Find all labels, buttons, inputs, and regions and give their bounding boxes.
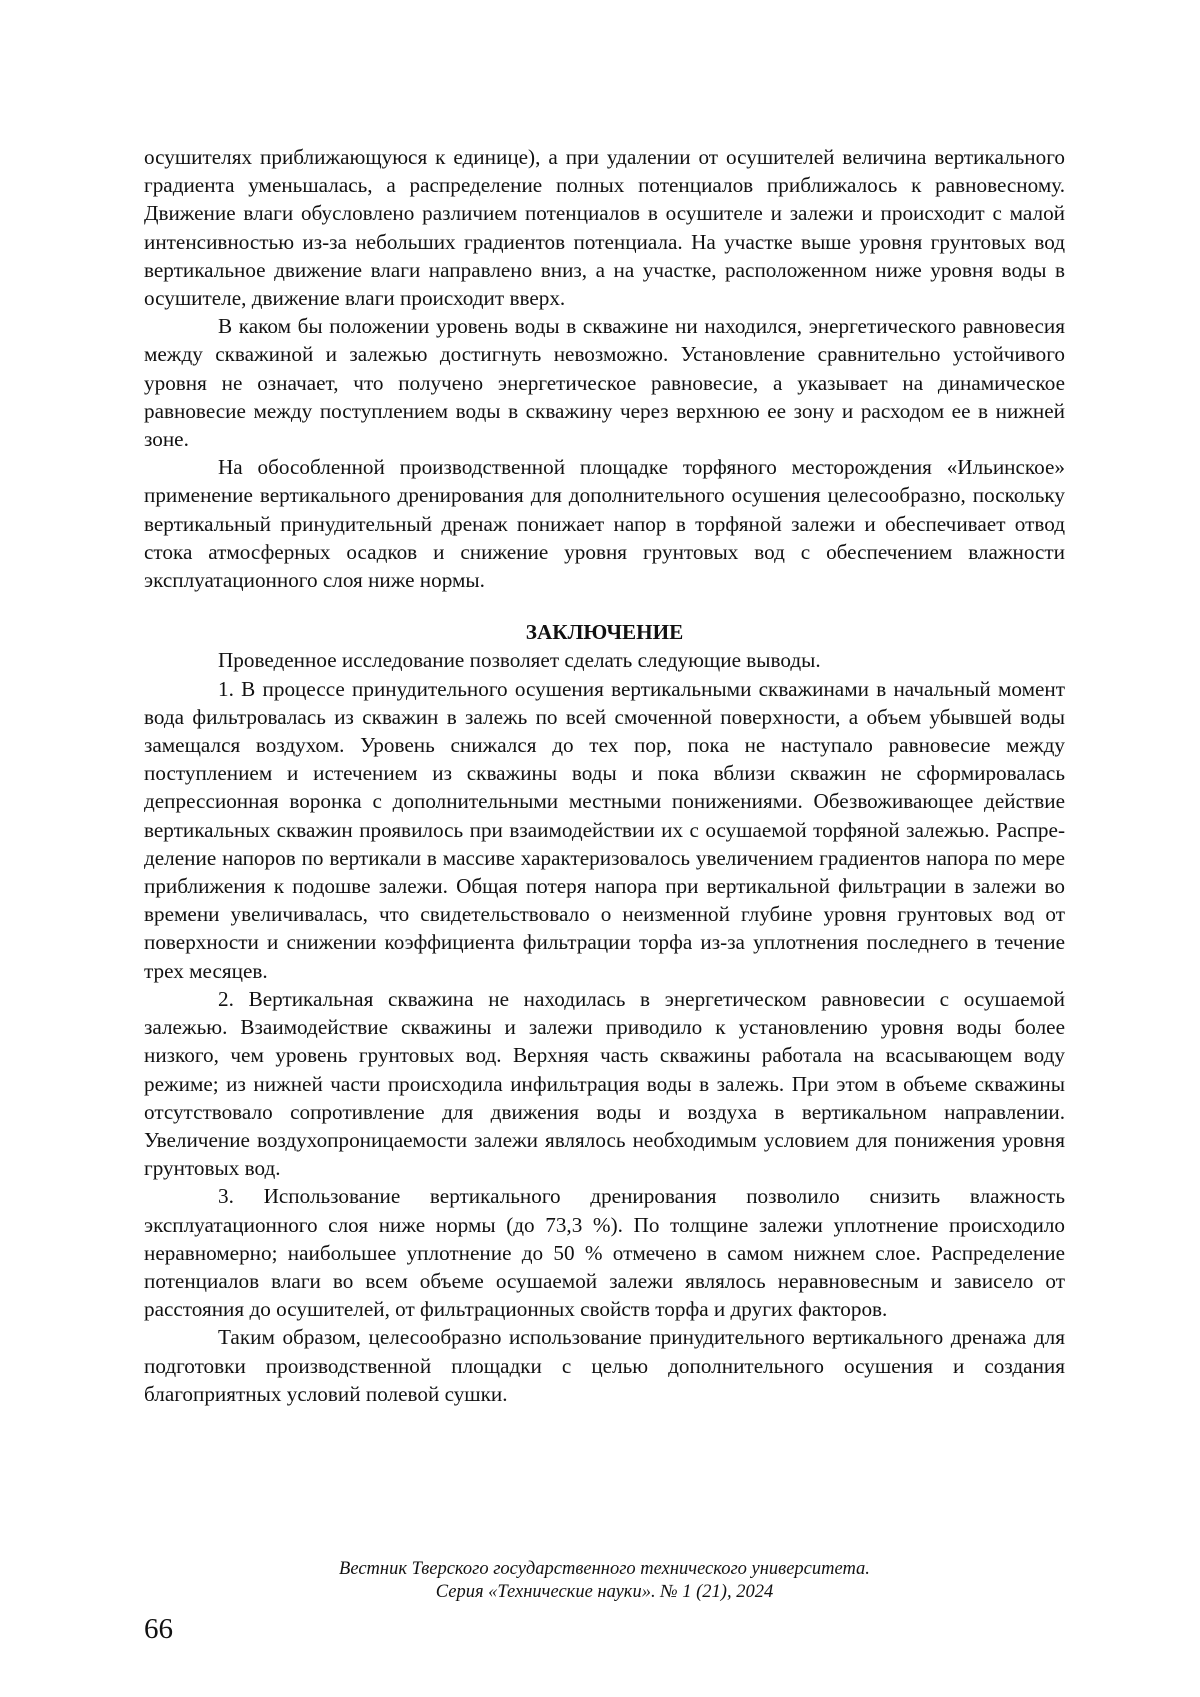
conclusion-final: Таким образом, целесообразно использование принудительного вертикального дренажа для подготовки производственной площадки с целью дополнительного осушения и создания благоприятных условий полевой сушки. [144,1325,1065,1406]
paragraph-3: На обособленной производственной площадке торфяного месторождения «Ильинское» применение вертикального дренирования для дополнительного осушения целесообразно, поскольку вертикальный принудительный дренаж понижает напор в торфяной залежи и обеспечивает отвод стока атмосферных осадков и снижение уровня грунтовых вод с обеспечением влажности эксплуатационного слоя ниже нормы. [144,455,1065,593]
paragraph-1: осушителях приближающуюся к единице), а при удалении от осушителей величина вертикального градиента уменьшалась, а распределение полных потенциалов приближалось к равновесному. Движение влаги обусловлено различием потенциалов в осушителе и залежи и происходит с малой интенсивностью из-за небольших градиентов потенциала. На участке выше уровня грунтовых вод вертикальное движение влаги направлено вниз, а на участке, расположенном ниже уровня воды в осушителе, движение влаги происходит вверх. [144,145,1065,311]
journal-footer [144,1558,1065,1604]
conclusion-item-1: 1. В процессе принудительного осушения вертикальными скважинами в начальный момент вода фильтровалась из скважин в залежь по всей смоченной поверхности, а объем убывшей воды замещался воздухом. Уровень снижался до тех пор, пока не наступало равновесие между поступлением и истечением из скважины воды и пока вблизи скважин не сформировалась депрессионная воронка с дополнительными местными понижениями. Обезвоживающее действие вертикальных скважин проявилось при взаимодействии их с осушаемой торфяной залежью. Распределение напоров по вертикали в массиве характеризовалось увеличением градиентов напора по мере приближения к подошве залежи. Общая потеря напора при вертикальной фильтрации в залежи во времени увеличивалась, что свидетельствовало о неизменной глубине уровня грунтовых вод от поверхности и снижении коэффициента фильтрации торфа из-за уплотнения последнего в течение трех месяцев. [144,676,1065,983]
article-body [144,143,1065,1408]
conclusion-item-3: 3. Использование вертикального дренирования позволило снизить влажность эксплуатационного слоя ниже нормы (до 73,3 %). По толщине залежи уплотнение происходило неравномерно; наибольшее уплотнение до 50 % отмечено в самом нижнем слое. Распределение потенциалов влаги во всем объеме осушаемой залежи являлось неравновесным и зависело от расстояния до осушителей, от фильтрационных свойств торфа и других факторов. [144,1184,1065,1322]
conclusion-heading: ЗАКЛЮЧЕНИЕ [525,620,684,645]
paragraph-2: В каком бы положении уровень воды в скважине ни находился, энергетического равновесия между скважиной и залежью достигнуть невозможно. Установление сравнительно устойчивого уровня не означает, что получено энергетическое равновесие, а указывает на динамическое равновесие между поступлением воды в скважину через верхнюю ее зону и расходом ее в нижней зоне. [144,314,1065,452]
page-number: 66 [144,1613,173,1645]
journal-series-line: Серия «Технические науки». № 1 (21), 2024 [435,1582,774,1602]
journal-title-line: Вестник Тверского государственного технического университета. [339,1559,870,1579]
conclusion-item-2: 2. Вертикальная скважина не находилась в энергетическом равновесии с осушаемой залежью. Взаимодействие скважины и залежи приводило к установлению уровня воды более низкого, чем уровень грунтовых вод. Верхняя часть скважины работала на всасывающем воду режиме; из нижней части происходила инфильтрация воды в залежь. При этом в объеме скважины отсутствовало сопротивление для движения воды и воздуха в вертикальном направлении. Увеличение воздухопроницаемости залежи являлось необходимым условием для понижения уровня грунтовых вод. [144,986,1065,1181]
conclusion-intro: Проведенное исследование позволяет сделать следующие выводы. [218,648,821,673]
